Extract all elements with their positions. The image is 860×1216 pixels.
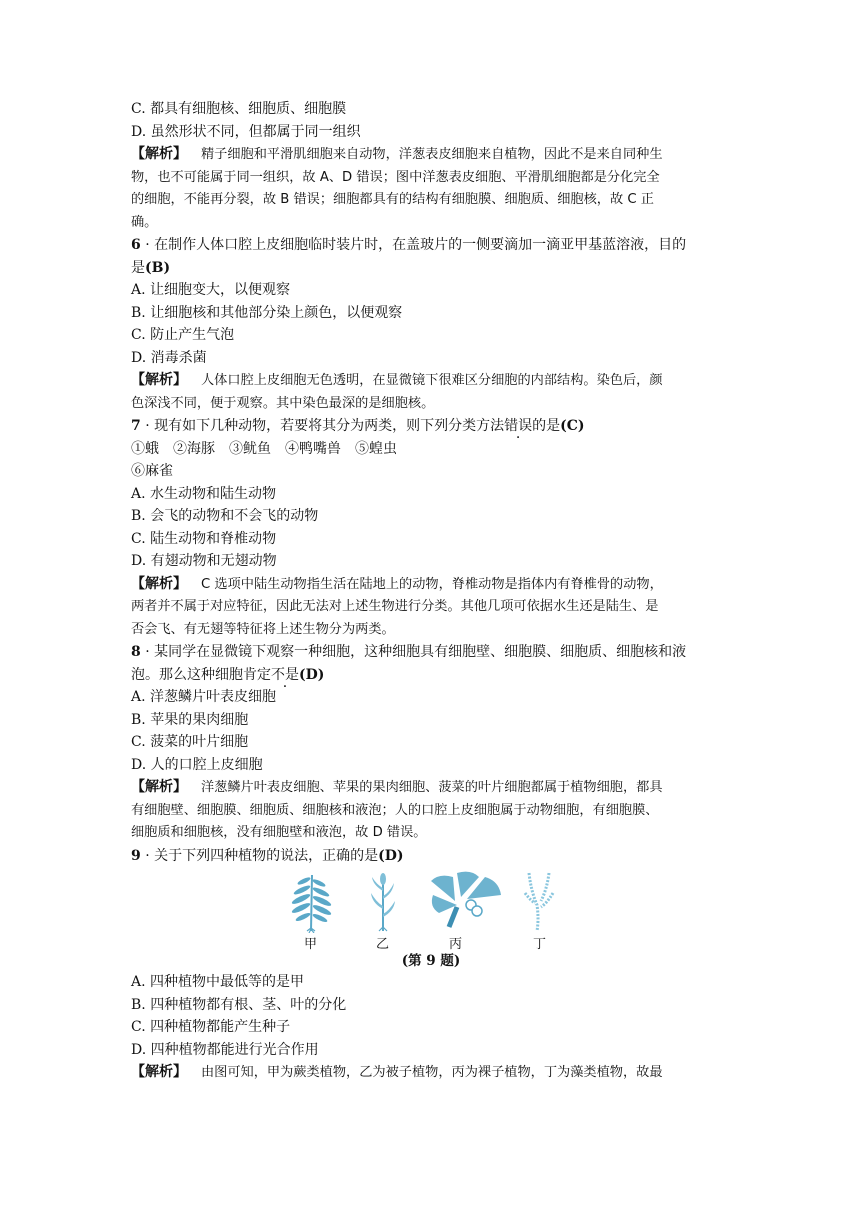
option-a: A. 水生动物和陆生动物 [131,485,277,502]
option-a: A. 四种植物中最低等的是甲 [131,974,305,990]
question-stem: 的是 [532,418,561,434]
analysis-line: 细胞质和细胞核，没有细胞壁和液泡，故 D 错误。 [131,825,427,840]
analysis-line: 否会飞、有无翅等特征将上述生物分为两类。 [131,621,395,637]
q5-analysis [131,143,731,234]
analysis-tag: 【解析】 [131,372,187,388]
analysis-line: 有细胞壁、细胞膜、细胞质、细胞核和液泡；人的口腔上皮细胞属于动物细胞，有细胞膜、 [131,802,659,818]
q8-analysis [131,776,731,845]
analysis-line: 精子细胞和平滑肌细胞来自动物，洋葱表皮细胞来自植物，因此不是来自同种生 [201,147,663,162]
question-number: 8 [131,644,141,660]
analysis-line: 两者并不属于对应特征，因此无法对上述生物进行分类。其他几项可依据水生还是陆生、是 [131,599,659,614]
analysis-tag: 【解析】 [131,1064,187,1080]
answer: (B) [145,259,171,276]
option-b: B. 四种植物都有根、茎、叶的分化 [131,996,347,1013]
analysis-line: 物，也不可能属于同一组织，故 A、D 错误；图中洋葱表皮细胞、平滑肌细胞都是分化完全 [131,169,660,185]
analysis-line: 洋葱鳞片叶表皮细胞、苹果的果肉细胞、菠菜的叶片细胞都属于植物细胞，都具 [201,780,663,795]
option-d: D. 消毒杀菌 [131,349,207,366]
animal-item: ②海豚 [173,440,215,457]
plant-label: 丙 [449,937,463,952]
q6-analysis [131,369,731,415]
animal-item: ①蛾 [131,440,159,457]
option-c: C. 菠菜的叶片细胞 [131,734,249,750]
option-b: B. 会飞的动物和不会飞的动物 [131,508,319,524]
option-d: D. 人的口腔上皮细胞 [131,756,263,773]
option-a: A. 让细胞变大，以便观察 [131,282,291,298]
plant-label: 丁 [533,937,547,952]
answer: (D) [299,666,325,683]
analysis-tag: 【解析】 [131,146,187,162]
answer: (D) [378,847,404,864]
question-number: 9 [131,847,141,864]
analysis-tag: 【解析】 [131,779,187,795]
figure-caption: (第 9 题) [401,953,461,969]
plant-label: 甲 [304,937,318,952]
question-6: 6 · 在制作人体口腔上皮细胞临时装片时，在盖玻片的一侧要滴加一滴亚甲基蓝溶液，目的 是(B) A. 让细胞变大，以便观察 B. 让细胞核和其他部分染上颜色，以便观察 C. 防止产生气泡 D. 消毒杀菌 【解析】 人体口腔上皮细胞无色透明，在显微镜下很难区分细胞的内部结构。染色后，颜 色深浅不同，便于观察。其中染色最深的是细胞核。 [131,234,731,415]
fern-illustration [289,871,335,933]
option-a: A. 洋葱鳞片叶表皮细胞 [131,689,277,705]
analysis-line: 人体口腔上皮细胞无色透明，在显微镜下很难区分细胞的内部结构。染色后，颜 [201,373,663,388]
question-stem: 在制作人体口腔上皮细胞临时装片时，在盖玻片的一侧要滴加一滴亚甲基蓝溶液，目的 [154,237,687,253]
analysis-line: 的细胞，不能再分裂，故 B 错误；细胞都具有的结构有细胞膜、细胞质、细胞核，故 C 正 [131,192,654,207]
answer: (C) [560,418,585,434]
q9-analysis [131,1061,731,1085]
grass-illustration [369,871,397,933]
analysis-tag: 【解析】 [131,575,187,592]
option-c: C. 陆生动物和脊椎动物 [131,530,277,547]
question-stem: 某同学在显微镜下观察一种细胞，这种细胞具有细胞壁、细胞膜、细胞质、细胞核和液 [154,644,687,660]
document-page [131,98,731,1085]
question-8: 8 · 某同学在显微镜下观察一种细胞，这种细胞具有细胞壁、细胞膜、细胞质、细胞核和液 泡。那么这种细胞肯定不是(D) A. 洋葱鳞片叶表皮细胞 B. 苹果的果肉细胞 C. 菠菜的叶片细胞 D. 人的口腔上皮细胞 【解析】 洋葱鳞片叶表皮细胞、苹果的果肉细胞、菠菜的叶片细胞都属于植物细胞，都具 有细胞壁、细胞膜、细胞质、细胞核和液泡；人的口腔上皮细胞属于动物细胞，有细胞膜、 细胞质和细胞核，没有细胞壁和液泡，故 D 错误。 [131,641,731,845]
emphasis-word: 不是 [271,666,299,683]
analysis-line: C 选项中陆生动物指生活在陆地上的动物，脊椎动物是指体内有脊椎骨的动物， [201,576,663,592]
animal-item: ⑤蝗虫 [355,440,397,457]
analysis-line: 由图可知，甲为蕨类植物，乙为被子植物，丙为裸子植物，丁为藻类植物，故最 [201,1065,663,1080]
q5-option-d: D. 虽然形状不同，但都属于同一组织 [131,123,361,140]
analysis-line: 色深浅不同，便于观察。其中染色最深的是细胞核。 [131,395,435,411]
animal-item: ④鸭嘴兽 [285,440,341,457]
q7-analysis [131,573,731,642]
animal-item: ③鱿鱼 [229,440,271,457]
question-number: 7 [131,418,141,434]
question-9: 9 · 关于下列四种植物的说法，正确的是(D) 甲 乙 丙 丁 (第 9 题) A. 四种植物中最低等的是甲 B. 四种植物都有根、茎、叶的分化 C. 四种植物都能产生种子 D. 四种植物都能进行光合作用 【解析】 由图可知，甲为蕨类植物，乙为被子植物，丙为裸子植物，丁为藻类植物，故最 [131,845,731,1085]
option-c: C. 防止产生气泡 [131,327,235,343]
question-stem: 关于下列四种植物的说法，正确的是 [154,847,379,864]
q5-option-c: C. 都具有细胞核、细胞质、细胞膜 [131,101,347,117]
question-stem: 现有如下几种动物，若要将其分为两类，则下列分类方法 [154,418,505,434]
plant-label: 乙 [376,937,390,952]
plants-figure [131,871,731,952]
question-number: 6 [131,237,141,253]
option-d: D. 四种植物都能进行光合作用 [131,1041,319,1058]
question-stem: 是 [131,259,145,276]
option-b: B. 让细胞核和其他部分染上颜色，以便观察 [131,304,403,321]
analysis-line: 确。 [131,214,158,230]
emphasis-word: 错误 [504,418,533,434]
option-d: D. 有翅动物和无翅动物 [131,553,277,569]
question-stem: 泡。那么这种细胞肯定 [131,666,271,683]
option-b: B. 苹果的果肉细胞 [131,711,249,728]
animal-item: ⑥麻雀 [131,463,173,479]
animal-list [131,438,731,461]
option-c: C. 四种植物都能产生种子 [131,1019,291,1035]
algae-illustration [521,871,557,933]
question-7: 7 · 现有如下几种动物，若要将其分为两类，则下列分类方法错误的是(C) ①蛾 ②海豚 ③鱿鱼 ④鸭嘴兽 ⑤蝗虫 ⑥麻雀 A. 水生动物和陆生动物 B. 会飞的动物和不会飞的动物 C. 陆生动物和脊椎动物 D. 有翅动物和无翅动物 【解析】 C 选项中陆生动物指生活在陆地上的动物，脊椎动物是指体内有脊椎骨的动物， 两者并不属于对应特征，因此无法对上述生物进行分类。其他几项可依据水生还是陆生、是 否会飞、有无翅等特征将上述生物分为两类。 [131,415,731,641]
ginkgo-illustration [427,871,505,933]
